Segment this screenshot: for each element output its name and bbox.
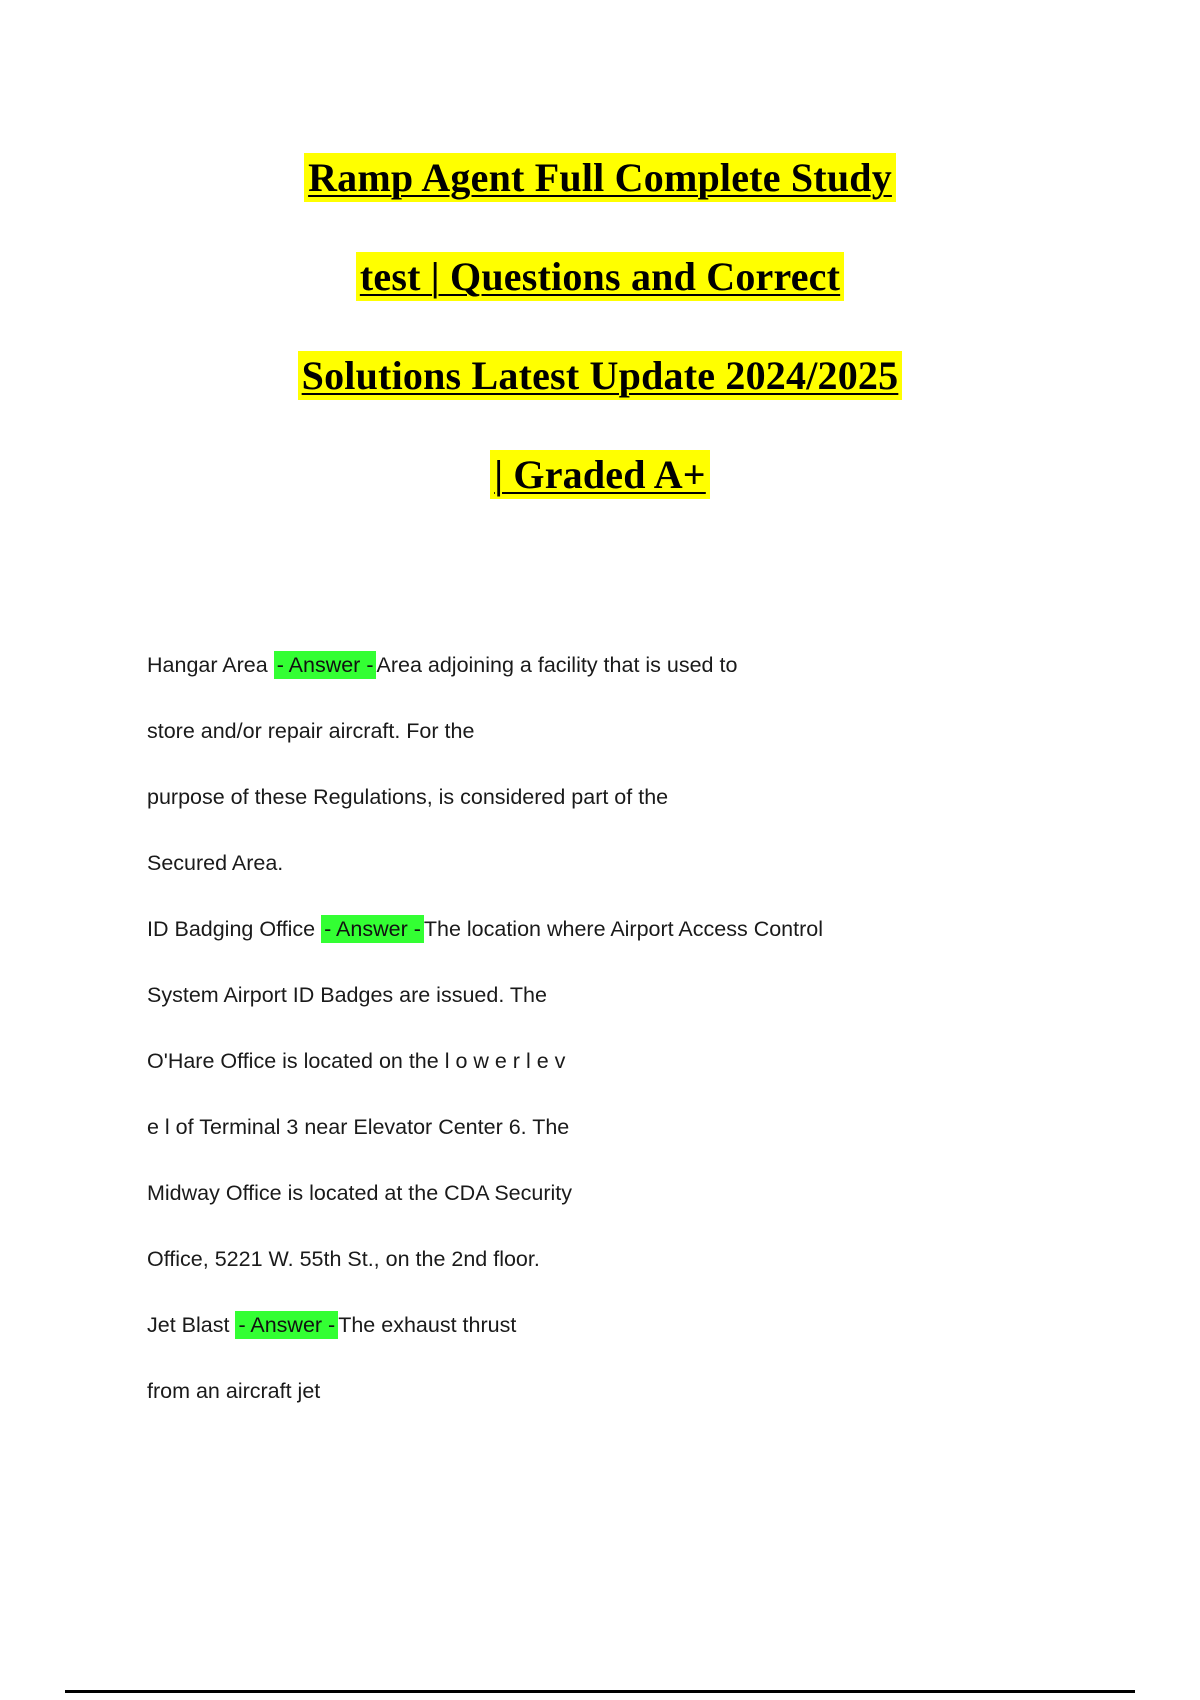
answer-line <box>147 1226 1107 1292</box>
answer-2-line-4: e l of Terminal 3 near Elevator Center 6. The <box>147 1115 570 1139</box>
term-1: Hangar Area <box>147 653 274 677</box>
term-2: ID Badging Office <box>147 917 322 941</box>
answer-line <box>147 962 1107 1028</box>
title-line-3-text: Solutions Latest Update 2024/2025 <box>298 351 903 400</box>
qa-entry-term-line <box>147 1292 1107 1358</box>
answer-1-line-2: store and/or repair aircraft. For the <box>147 719 475 743</box>
qa-entry-term-line <box>147 896 1107 962</box>
answer-line <box>147 1358 1107 1424</box>
title-line-4-text: | Graded A+ <box>490 450 710 499</box>
answer-tag-1: - Answer - <box>274 651 377 679</box>
answer-line <box>147 698 1107 764</box>
answer-3-line-2: from an aircraft jet <box>147 1379 321 1403</box>
document-title <box>140 128 1060 524</box>
title-line-1-text: Ramp Agent Full Complete Study <box>304 153 896 202</box>
title-line-2 <box>140 227 1060 326</box>
title-line-3 <box>140 326 1060 425</box>
answer-1-line-4: Secured Area. <box>147 851 284 875</box>
answer-1-line-1: Area adjoining a facility that is used to <box>376 653 738 677</box>
answer-tag-2: - Answer - <box>321 915 424 943</box>
answer-2-line-3: O'Hare Office is located on the l o w e r l e v <box>147 1049 566 1073</box>
footer-divider <box>65 1690 1135 1693</box>
answer-line <box>147 1160 1107 1226</box>
title-line-2-text: test | Questions and Correct <box>356 252 844 301</box>
answer-3-line-1: The exhaust thrust <box>338 1313 517 1337</box>
title-line-4 <box>140 425 1060 524</box>
answer-2-line-5: Midway Office is located at the CDA Security <box>147 1181 573 1205</box>
qa-entry-term-line <box>147 632 1107 698</box>
document-body <box>147 632 1107 1424</box>
answer-1-line-3: purpose of these Regulations, is considered part of the <box>147 785 669 809</box>
answer-line <box>147 1094 1107 1160</box>
answer-line <box>147 764 1107 830</box>
title-line-1 <box>140 128 1060 227</box>
term-3: Jet Blast <box>147 1313 236 1337</box>
answer-line <box>147 830 1107 896</box>
answer-line <box>147 1028 1107 1094</box>
answer-2-line-1: The location where Airport Access Control <box>423 917 824 941</box>
answer-2-line-2: System Airport ID Badges are issued. The <box>147 983 547 1007</box>
answer-2-line-6: Office, 5221 W. 55th St., on the 2nd floor. <box>147 1247 540 1271</box>
answer-tag-3: - Answer - <box>235 1311 338 1339</box>
